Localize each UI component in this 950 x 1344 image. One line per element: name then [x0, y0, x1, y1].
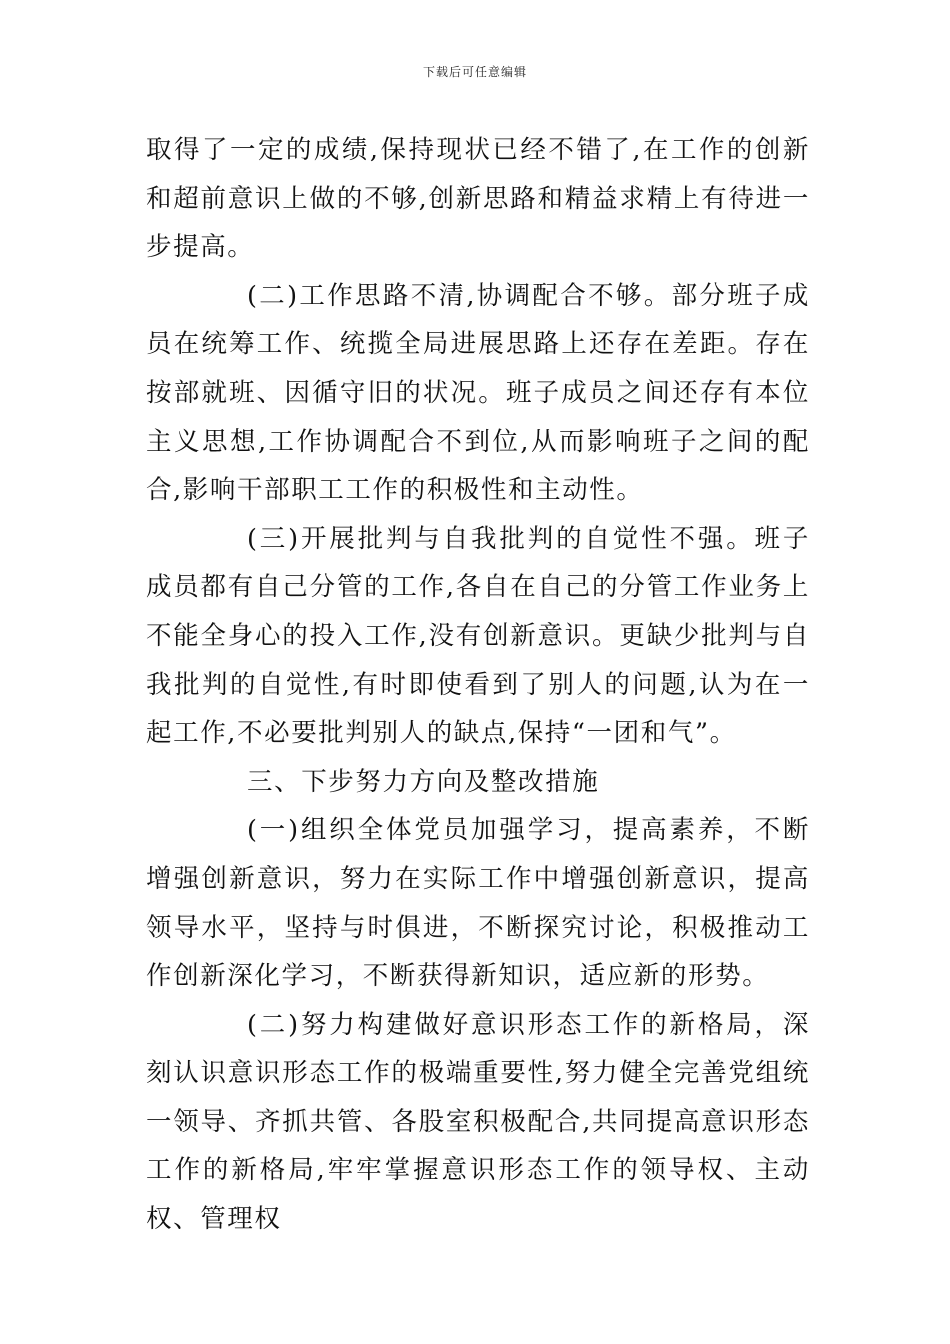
paragraph-ideology: (二)努力构建做好意识形态工作的新格局，深刻认识意识形态工作的极端重要性,努力健全完善党组统一领导、齐抓共管、各股室积极配合,共同提高意识形态工作的新格局,牢牢掌握意识形态工作的领导权、主动权、管理权 — [146, 1009, 810, 1235]
paragraph-work-ideas: (二)工作思路不清,协调配合不够。部分班子成员在统筹工作、统揽全局进展思路上还存在差距。存在按部就班、因循守旧的状况。班子成员之间还存有本位主义思想,工作协调配合不到位,从而影响班子之间的配合,影响干部职工工作的积极性和主动性。 — [146, 280, 810, 506]
paragraph-continued: 取得了一定的成绩,保持现状已经不错了,在工作的创新和超前意识上做的不够,创新思路和精益求精上有待进一步提高。 — [146, 135, 810, 263]
section-heading-improvement: 三、下步努力方向及整改措施 — [247, 766, 600, 797]
page-header: 下载后可任意编辑 — [422, 65, 527, 79]
document-body — [146, 126, 810, 1244]
paragraph-study: (一)组织全体党员加强学习，提高素养，不断增强创新意识，努力在实际工作中增强创新意识，提高领导水平，坚持与时俱进，不断探究讨论，积极推动工作创新深化学习，不断获得新知识，适应新的形势。 — [146, 815, 810, 992]
paragraph-criticism: (三)开展批判与自我批判的自觉性不强。班子成员都有自己分管的工作,各自在自己的分管工作业务上不能全身心的投入工作,没有创新意识。更缺少批判与自我批判的自觉性,有时即使看到了别人的问题,认为在一起工作,不必要批判别人的缺点,保持“一团和气”。 — [146, 523, 810, 749]
